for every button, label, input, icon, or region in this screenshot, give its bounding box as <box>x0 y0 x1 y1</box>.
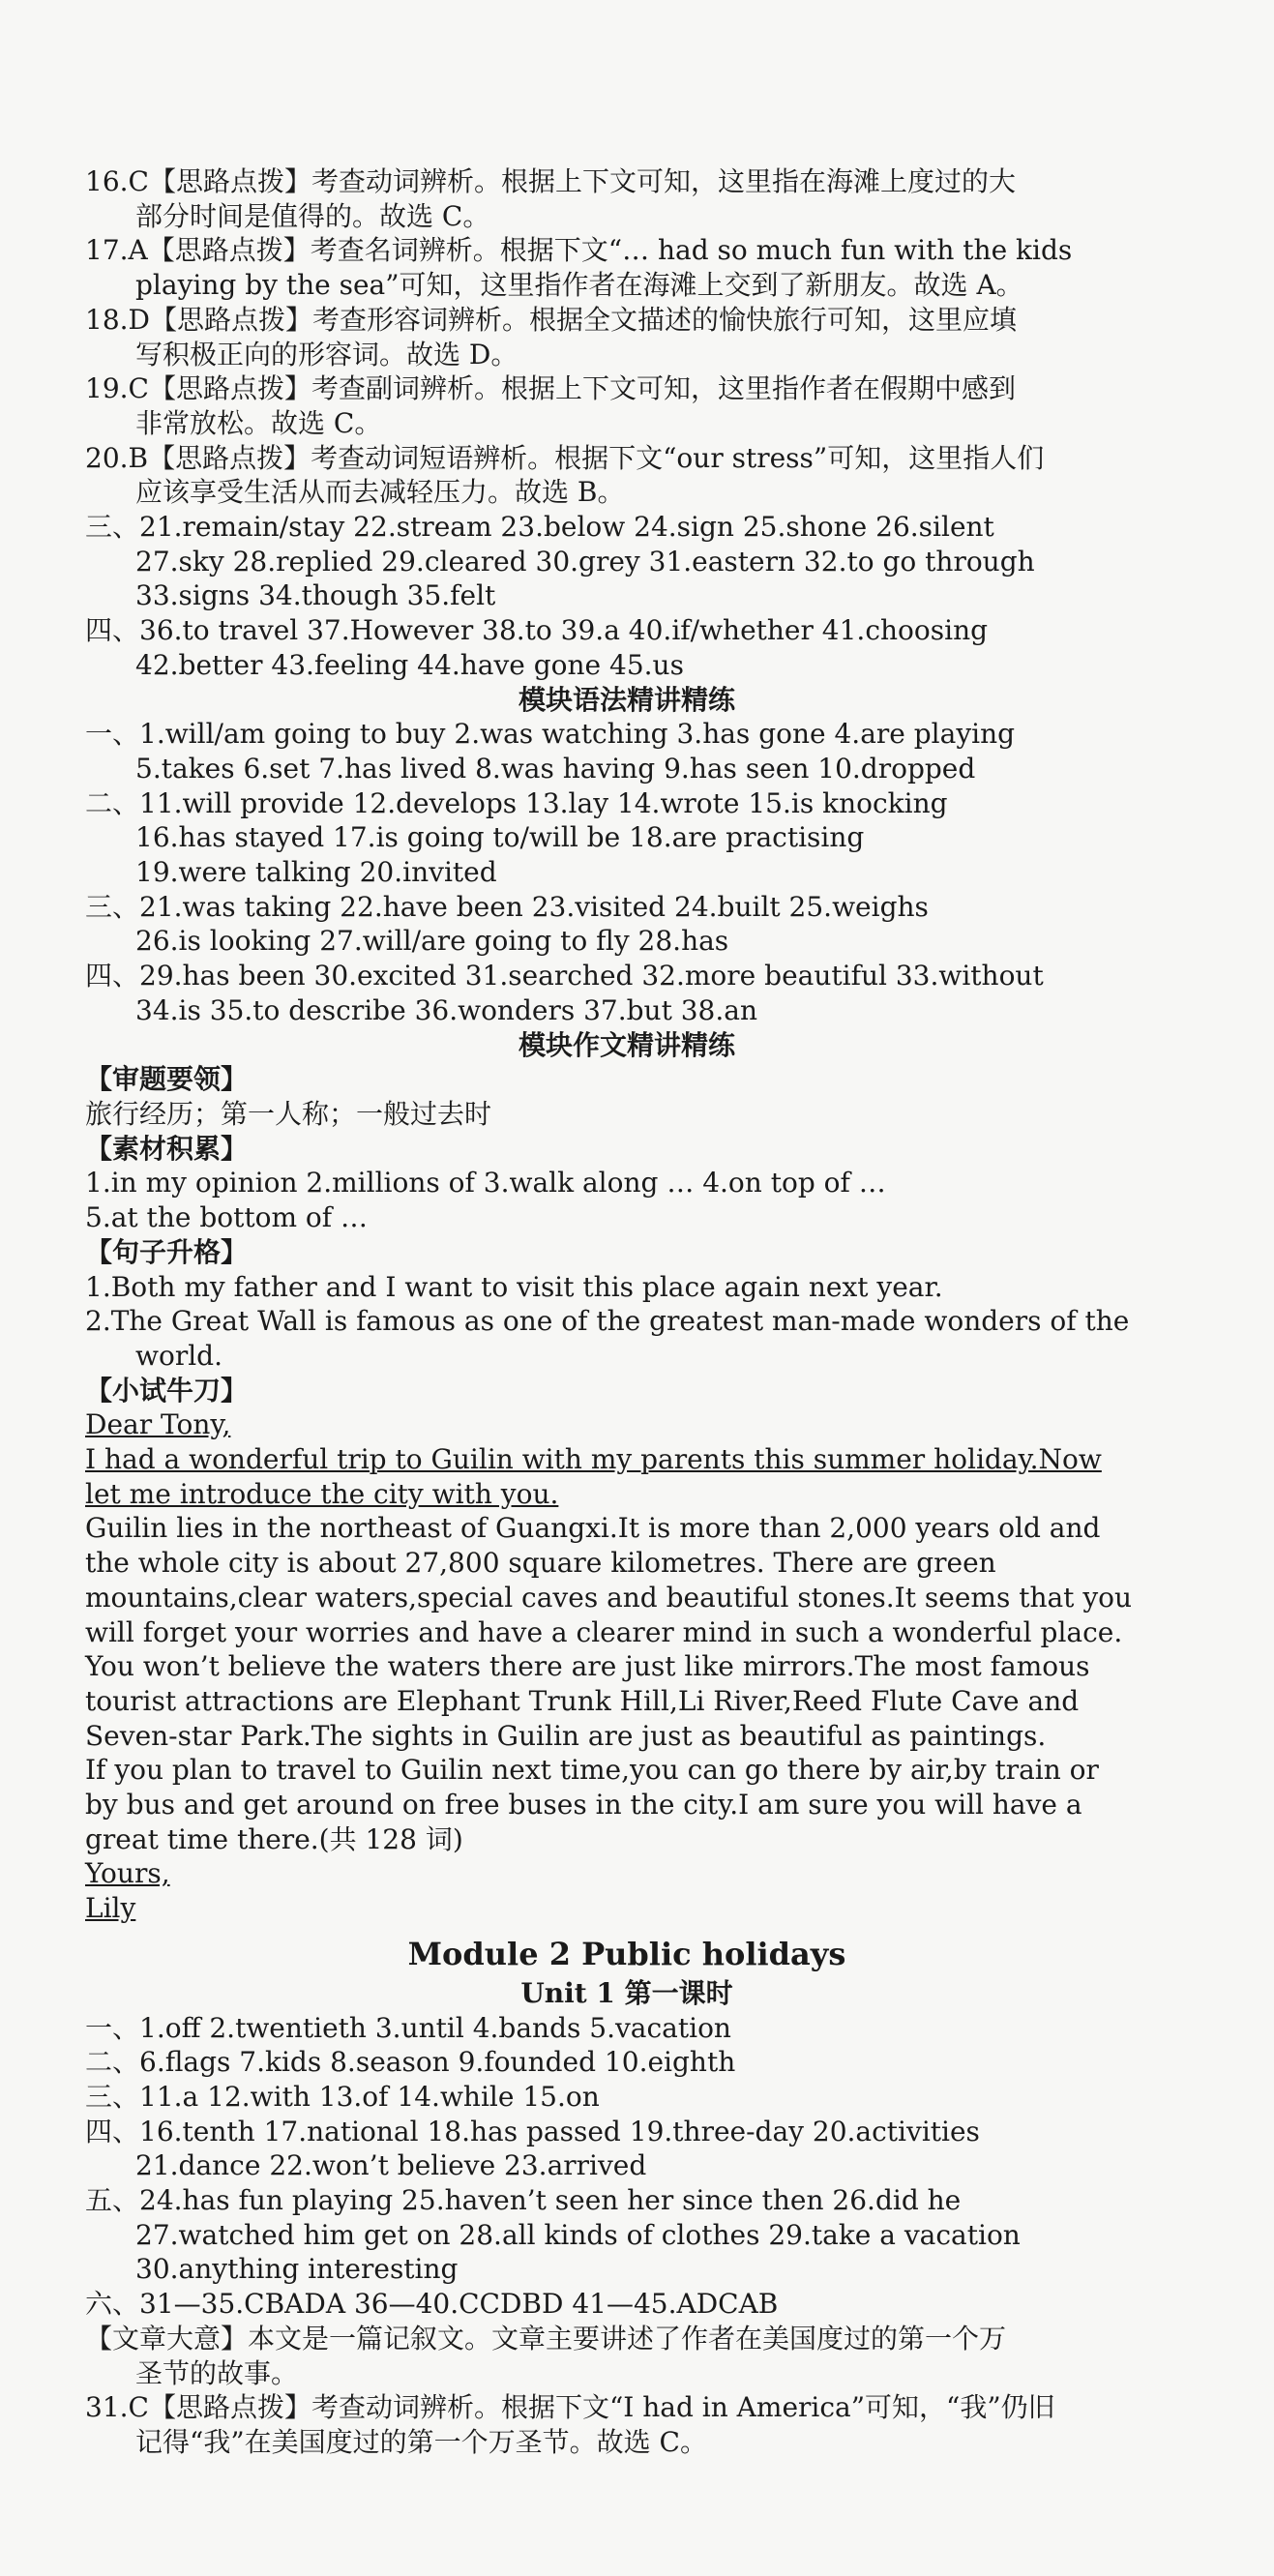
text-line: 18.D【思路点拨】考查形容词辨析。根据全文描述的愉快旅行可知，这里应填 <box>85 303 1017 336</box>
answer-page <box>85 164 1169 2460</box>
text-line: 写积极正向的形容词。故选 D。 <box>135 338 518 370</box>
text-line: Guilin lies in the northeast of Guangxi.It is more than 2,000 years old and <box>85 1512 1101 1545</box>
text-line: 21.dance 22.won’t believe 23.arrived <box>135 2149 647 2182</box>
text-line: 五、24.has fun playing 25.haven’t seen her since then 26.did he <box>85 2184 962 2217</box>
section-heading: 模块作文精讲精练 <box>518 1028 735 1061</box>
text-line: Seven-star Park.The sights in Guilin are just as beautiful as paintings. <box>85 1719 1047 1752</box>
text-line: 33.signs 34.though 35.felt <box>135 579 496 612</box>
text-line: 31.C【思路点拨】考查动词辨析。根据下文“I had in America”可知，“我”仍旧 <box>85 2391 1055 2424</box>
module-title: Module 2 Public holidays <box>407 1935 846 1972</box>
text-line: 1.Both my father and I want to visit this place again next year. <box>85 1270 943 1303</box>
unit-title: Unit 1 第一课时 <box>520 1976 733 2009</box>
text-line: 一、1.off 2.twentieth 3.until 4.bands 5.vacation <box>85 2011 731 2044</box>
text-line: 2.The Great Wall is famous as one of the greatest man-made wonders of the <box>85 1305 1130 1338</box>
text-line: 四、36.to travel 37.However 38.to 39.a 40.if/whether 41.choosing <box>85 614 989 647</box>
text-line: 27.watched him get on 28.all kinds of clothes 29.take a vacation <box>135 2218 1021 2251</box>
text-line: 16.has stayed 17.is going to/will be 18.are practising <box>135 821 865 854</box>
text-line: 记得“我”在美国度过的第一个万圣节。故选 C。 <box>135 2426 707 2458</box>
text-line: let me introduce the city with you. <box>85 1477 559 1510</box>
text-line: 1.in my opinion 2.millions of 3.walk along … 4.on top of … <box>85 1167 886 1199</box>
text-line: 应该享受生活从而去减轻压力。故选 B。 <box>135 476 625 509</box>
text-line: 三、11.a 12.with 13.of 14.while 15.on <box>85 2080 600 2113</box>
text-line: will forget your worries and have a clearer mind in such a wonderful place. <box>85 1615 1123 1648</box>
text-line: 部分时间是值得的。故选 C。 <box>135 199 490 232</box>
text-line: 5.takes 6.set 7.has lived 8.was having 9.has seen 10.dropped <box>135 752 976 785</box>
text-line: 19.were talking 20.invited <box>135 856 497 889</box>
text-line: 圣节的故事。 <box>135 2356 299 2389</box>
text-line: 三、21.remain/stay 22.stream 23.below 24.sign 25.shone 26.silent <box>85 511 994 544</box>
letter-signature: Lily <box>85 1892 136 1925</box>
text-line: 四、29.has been 30.excited 31.searched 32.more beautiful 33.without <box>85 960 1044 992</box>
text-line: 20.B【思路点拨】考查动词短语辨析。根据下文“our stress”可知，这里指人们 <box>85 441 1045 474</box>
text-line: great time there.(共 128 词) <box>85 1822 463 1855</box>
text-line: 27.sky 28.replied 29.cleared 30.grey 31.eastern 32.to go through <box>135 545 1035 577</box>
bracket-heading: 【审题要领】 <box>85 1063 249 1096</box>
text-line: 17.A【思路点拨】考查名词辨析。根据下文“… had so much fun with the kids <box>85 234 1073 267</box>
text-line: 六、31—35.CBADA 36—40.CCDBD 41—45.ADCAB <box>85 2288 779 2321</box>
text-line: 26.is looking 27.will/are going to fly 28.has <box>135 925 729 958</box>
text-line: 二、6.flags 7.kids 8.season 9.founded 10.eighth <box>85 2046 736 2079</box>
text-line: by bus and get around on free buses in the city.I am sure you will have a <box>85 1789 1082 1821</box>
text-line: the whole city is about 27,800 square kilometres. There are green <box>85 1547 996 1580</box>
text-line: 一、1.will/am going to buy 2.was watching 3.has gone 4.are playing <box>85 718 1016 751</box>
text-line: You won’t believe the waters there are just like mirrors.The most famous <box>85 1650 1090 1683</box>
text-line: world. <box>135 1339 222 1372</box>
section-heading: 模块语法精讲精练 <box>518 683 735 716</box>
text-line: 非常放松。故选 C。 <box>135 406 382 439</box>
text-line: playing by the sea”可知，这里指作者在海滩上交到了新朋友。故选 A。 <box>135 269 1023 302</box>
text-line: 30.anything interesting <box>135 2253 459 2286</box>
text-line: 5.at the bottom of … <box>85 1201 369 1234</box>
text-line: If you plan to travel to Guilin next time,you can go there by air,by train or <box>85 1754 1099 1787</box>
letter-greeting: Dear Tony, <box>85 1408 231 1441</box>
text-line: 42.better 43.feeling 44.have gone 45.us <box>135 648 684 681</box>
text-line: 34.is 35.to describe 36.wonders 37.but 38.an <box>135 993 758 1026</box>
text-line: 旅行经历；第一人称；一般过去时 <box>85 1097 492 1130</box>
bracket-heading: 【句子升格】 <box>85 1235 249 1268</box>
bracket-heading: 【小试牛刀】 <box>85 1374 249 1406</box>
text-line: 16.C【思路点拨】考查动词辨析。根据上下文可知，这里指在海滩上度过的大 <box>85 165 1016 197</box>
text-line: 四、16.tenth 17.national 18.has passed 19.three-day 20.activities <box>85 2115 980 2147</box>
text-line: mountains,clear waters,special caves and beautiful stones.It seems that you <box>85 1581 1133 1614</box>
text-line: 【文章大意】本文是一篇记叙文。文章主要讲述了作者在美国度过的第一个万 <box>85 2322 1007 2354</box>
bracket-heading: 【素材积累】 <box>85 1132 249 1165</box>
text-line: 三、21.was taking 22.have been 23.visited 24.built 25.weighs <box>85 890 929 923</box>
text-line: tourist attractions are Elephant Trunk Hill,Li River,Reed Flute Cave and <box>85 1684 1080 1717</box>
text-line: 二、11.will provide 12.develops 13.lay 14.wrote 15.is knocking <box>85 786 948 819</box>
letter-closing: Yours, <box>85 1857 170 1890</box>
text-line: I had a wonderful trip to Guilin with my parents this summer holiday.Now <box>85 1443 1102 1476</box>
text-line: 19.C【思路点拨】考查副词辨析。根据上下文可知，这里指作者在假期中感到 <box>85 372 1016 405</box>
